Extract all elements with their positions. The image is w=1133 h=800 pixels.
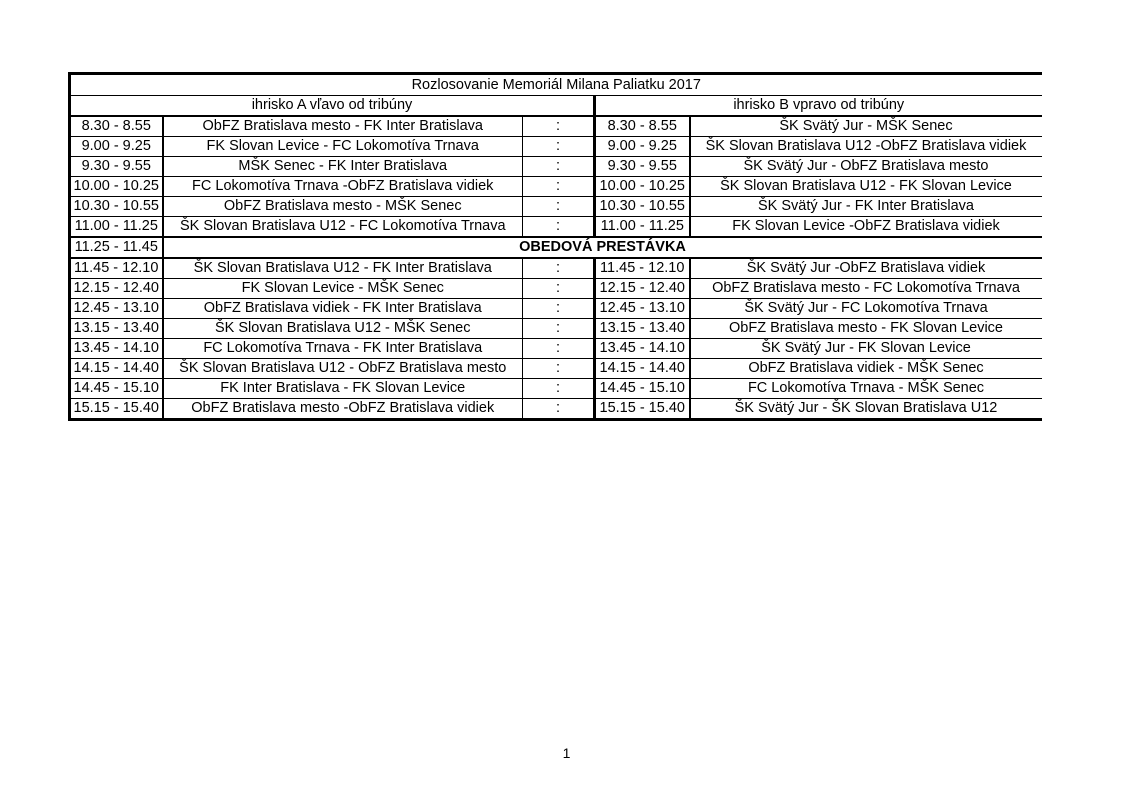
time-b-cell: 8.30 - 8.55: [595, 116, 690, 137]
time-a-cell: 8.30 - 8.55: [70, 116, 163, 137]
time-b-cell: 10.30 - 10.55: [595, 197, 690, 217]
match-a-cell: ObFZ Bratislava mesto - MŠK Senec: [163, 197, 523, 217]
table-row: [70, 299, 1042, 319]
match-a-cell: ŠK Slovan Bratislava U12 - FC Lokomotíva Trnava: [163, 217, 523, 238]
table-row: [70, 279, 1042, 299]
separator-cell: :: [523, 399, 595, 420]
match-a-cell: ObFZ Bratislava mesto - FK Inter Bratislava: [163, 116, 523, 137]
lunch-break-label: OBEDOVÁ PRESTÁVKA: [163, 237, 1042, 258]
time-b-cell: 11.00 - 11.25: [595, 217, 690, 238]
separator-cell: :: [523, 339, 595, 359]
match-b-cell: ŠK Svätý Jur - ObFZ Bratislava mesto: [690, 157, 1042, 177]
time-b-cell: 14.15 - 14.40: [595, 359, 690, 379]
match-a-cell: ŠK Slovan Bratislava U12 - ObFZ Bratislava mesto: [163, 359, 523, 379]
page-number: 1: [562, 745, 571, 761]
separator-cell: :: [523, 217, 595, 238]
table-row: [70, 137, 1042, 157]
table-row: [70, 258, 1042, 279]
schedule-body: [70, 74, 1042, 420]
match-a-cell: FK Inter Bratislava - FK Slovan Levice: [163, 379, 523, 399]
separator-cell: :: [523, 319, 595, 339]
title-row: [70, 74, 1042, 96]
separator-cell: :: [523, 258, 595, 279]
time-a-cell: 12.45 - 13.10: [70, 299, 163, 319]
time-b-cell: 13.15 - 13.40: [595, 319, 690, 339]
time-a-cell: 9.00 - 9.25: [70, 137, 163, 157]
time-a-cell: 14.15 - 14.40: [70, 359, 163, 379]
match-a-cell: MŠK Senec - FK Inter Bratislava: [163, 157, 523, 177]
table-row: [70, 399, 1042, 420]
match-b-cell: ObFZ Bratislava mesto - FC Lokomotíva Trnava: [690, 279, 1042, 299]
match-b-cell: FC Lokomotíva Trnava - MŠK Senec: [690, 379, 1042, 399]
time-b-cell: 12.45 - 13.10: [595, 299, 690, 319]
schedule-table: [68, 72, 1042, 421]
time-b-cell: 14.45 - 15.10: [595, 379, 690, 399]
match-b-cell: ŠK Svätý Jur - FK Inter Bratislava: [690, 197, 1042, 217]
table-row: [70, 177, 1042, 197]
time-b-cell: 9.00 - 9.25: [595, 137, 690, 157]
match-b-cell: ObFZ Bratislava vidiek - MŠK Senec: [690, 359, 1042, 379]
match-b-cell: ŠK Svätý Jur - FK Slovan Levice: [690, 339, 1042, 359]
time-a-cell: 15.15 - 15.40: [70, 399, 163, 420]
time-a-cell: 11.45 - 12.10: [70, 258, 163, 279]
match-b-cell: ŠK Svätý Jur - FC Lokomotíva Trnava: [690, 299, 1042, 319]
table-row: [70, 379, 1042, 399]
match-b-cell: ŠK Slovan Bratislava U12 - FK Slovan Levice: [690, 177, 1042, 197]
table-row: [70, 197, 1042, 217]
match-a-cell: ObFZ Bratislava mesto -ObFZ Bratislava vidiek: [163, 399, 523, 420]
match-a-cell: FK Slovan Levice - FC Lokomotíva Trnava: [163, 137, 523, 157]
lunch-break-row: [70, 237, 1042, 258]
separator-cell: :: [523, 197, 595, 217]
time-a-cell: 13.45 - 14.10: [70, 339, 163, 359]
time-a-cell: 10.00 - 10.25: [70, 177, 163, 197]
match-a-cell: ŠK Slovan Bratislava U12 - FK Inter Bratislava: [163, 258, 523, 279]
lunch-time-cell: 11.25 - 11.45: [70, 237, 163, 258]
match-b-cell: ŠK Slovan Bratislava U12 -ObFZ Bratislava vidiek: [690, 137, 1042, 157]
separator-cell: :: [523, 279, 595, 299]
match-b-cell: FK Slovan Levice -ObFZ Bratislava vidiek: [690, 217, 1042, 238]
match-a-cell: FC Lokomotíva Trnava -ObFZ Bratislava vidiek: [163, 177, 523, 197]
time-a-cell: 12.15 - 12.40: [70, 279, 163, 299]
time-b-cell: 13.45 - 14.10: [595, 339, 690, 359]
time-b-cell: 15.15 - 15.40: [595, 399, 690, 420]
match-a-cell: FC Lokomotíva Trnava - FK Inter Bratislava: [163, 339, 523, 359]
field-b-header: ihrisko B vpravo od tribúny: [595, 96, 1042, 117]
table-row: [70, 359, 1042, 379]
table-row: [70, 319, 1042, 339]
table-row: [70, 339, 1042, 359]
separator-cell: :: [523, 177, 595, 197]
time-b-cell: 11.45 - 12.10: [595, 258, 690, 279]
match-b-cell: ŠK Svätý Jur - MŠK Senec: [690, 116, 1042, 137]
separator-cell: :: [523, 299, 595, 319]
time-a-cell: 13.15 - 13.40: [70, 319, 163, 339]
schedule-title: Rozlosovanie Memoriál Milana Paliatku 2017: [70, 74, 1042, 96]
match-a-cell: FK Slovan Levice - MŠK Senec: [163, 279, 523, 299]
match-b-cell: ObFZ Bratislava mesto - FK Slovan Levice: [690, 319, 1042, 339]
time-a-cell: 10.30 - 10.55: [70, 197, 163, 217]
table-row: [70, 217, 1042, 238]
separator-cell: :: [523, 157, 595, 177]
time-a-cell: 9.30 - 9.55: [70, 157, 163, 177]
table-row: [70, 116, 1042, 137]
match-b-cell: ŠK Svätý Jur -ObFZ Bratislava vidiek: [690, 258, 1042, 279]
separator-cell: :: [523, 379, 595, 399]
separator-cell: :: [523, 359, 595, 379]
match-a-cell: ObFZ Bratislava vidiek - FK Inter Bratislava: [163, 299, 523, 319]
time-a-cell: 11.00 - 11.25: [70, 217, 163, 238]
separator-cell: :: [523, 137, 595, 157]
time-b-cell: 10.00 - 10.25: [595, 177, 690, 197]
table-row: [70, 157, 1042, 177]
field-a-header: ihrisko A vľavo od tribúny: [70, 96, 595, 117]
separator-cell: :: [523, 116, 595, 137]
time-a-cell: 14.45 - 15.10: [70, 379, 163, 399]
time-b-cell: 12.15 - 12.40: [595, 279, 690, 299]
time-b-cell: 9.30 - 9.55: [595, 157, 690, 177]
match-a-cell: ŠK Slovan Bratislava U12 - MŠK Senec: [163, 319, 523, 339]
match-b-cell: ŠK Svätý Jur - ŠK Slovan Bratislava U12: [690, 399, 1042, 420]
field-header-row: [70, 96, 1042, 117]
